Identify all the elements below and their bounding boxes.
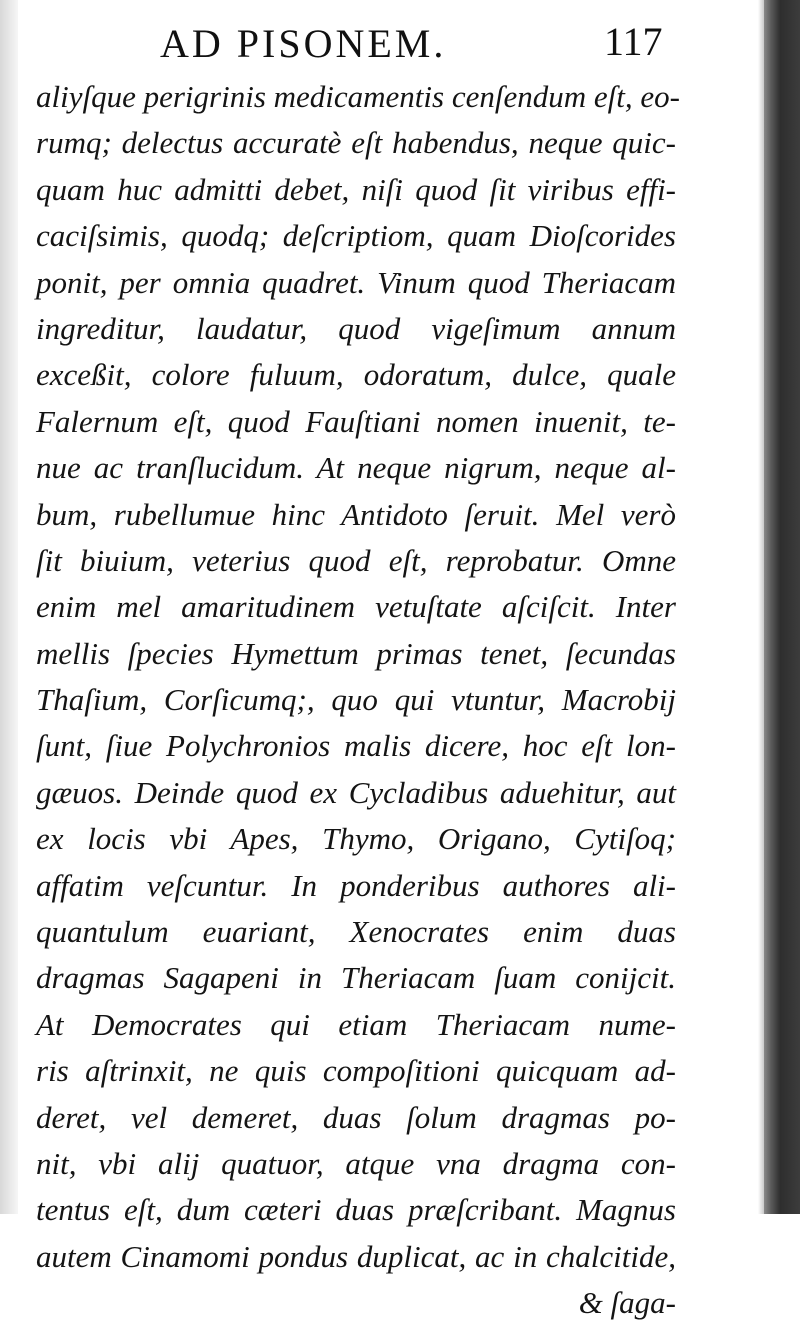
text-line: autem Cinamomi pondus duplicat, ac in chalcitide,: [36, 1238, 676, 1274]
text-line: gæuos. Deinde quod ex Cycladibus aduehitur, aut: [36, 774, 676, 810]
text-line: bum, rubellumue hinc Antidoto ſeruit. Mel verò: [36, 496, 676, 532]
catchword-line: & ſaga-: [578, 1285, 676, 1321]
text-line: aliyſque perigrinis medicamentis cenſendum eſt, eo-: [36, 79, 680, 114]
page-gutter-shadow: [0, 0, 18, 1214]
text-line: mellis ſpecies Hymettum primas tenet, ſecundas: [36, 635, 676, 671]
running-head: AD PISONEM.: [160, 21, 447, 66]
text-line: ſunt, ſiue Polychronios malis dicere, hoc eſt lon-: [36, 728, 676, 764]
text-line: exceßit, colore fuluum, odoratum, dulce, quale: [36, 357, 676, 393]
text-line: ris aſtrinxit, ne quis compoſitioni quicquam ad-: [36, 1053, 676, 1089]
page-number: 117: [604, 19, 663, 64]
text-line: quantulum euariant, Xenocrates enim duas: [36, 914, 676, 950]
text-line: dragmas Sagapeni in Theriacam ſuam conijcit.: [36, 960, 676, 996]
text-line: ſit biuium, veterius quod eſt, reprobatur. Omne: [36, 542, 676, 578]
text-line: At Democrates qui etiam Theriacam nume-: [36, 1006, 676, 1042]
book-spine-edge: [764, 0, 800, 1214]
text-line: ingreditur, laudatur, quod vigeſimum annum: [36, 310, 676, 346]
text-line: nit, vbi alij quatuor, atque vna dragma con-: [36, 1145, 676, 1181]
text-line: caciſsimis, quodq; deſcriptiom, quam Dioſcorides: [36, 218, 676, 254]
body-text: [36, 74, 680, 1327]
text-line: quam huc admitti debet, niſi quod ſit viribus effi-: [36, 171, 676, 207]
text-line: affatim veſcuntur. In ponderibus authores ali-: [36, 867, 676, 903]
text-line: tentus eſt, dum cæteri duas præſcribant. Magnus: [36, 1192, 676, 1228]
page-header: [0, 14, 760, 74]
text-line: enim mel amaritudinem vetuſtate aſciſcit. Inter: [36, 589, 676, 625]
text-line: ex locis vbi Apes, Thymo, Origano, Cytiſoq;: [36, 821, 676, 857]
text-line: ponit, per omnia quadret. Vinum quod Theriacam: [36, 264, 676, 300]
text-line: nue ac tranſlucidum. At neque nigrum, neque al-: [36, 450, 676, 486]
text-line: deret, vel demeret, duas ſolum dragmas po-: [36, 1099, 676, 1135]
text-line: rumq; delectus accuratè eſt habendus, neque quic-: [36, 125, 676, 161]
text-line: Thaſium, Corſicumq;, quo qui vtuntur, Macrobij: [36, 682, 676, 718]
text-line: Falernum eſt, quod Fauſtiani nomen inuenit, te-: [36, 403, 676, 439]
